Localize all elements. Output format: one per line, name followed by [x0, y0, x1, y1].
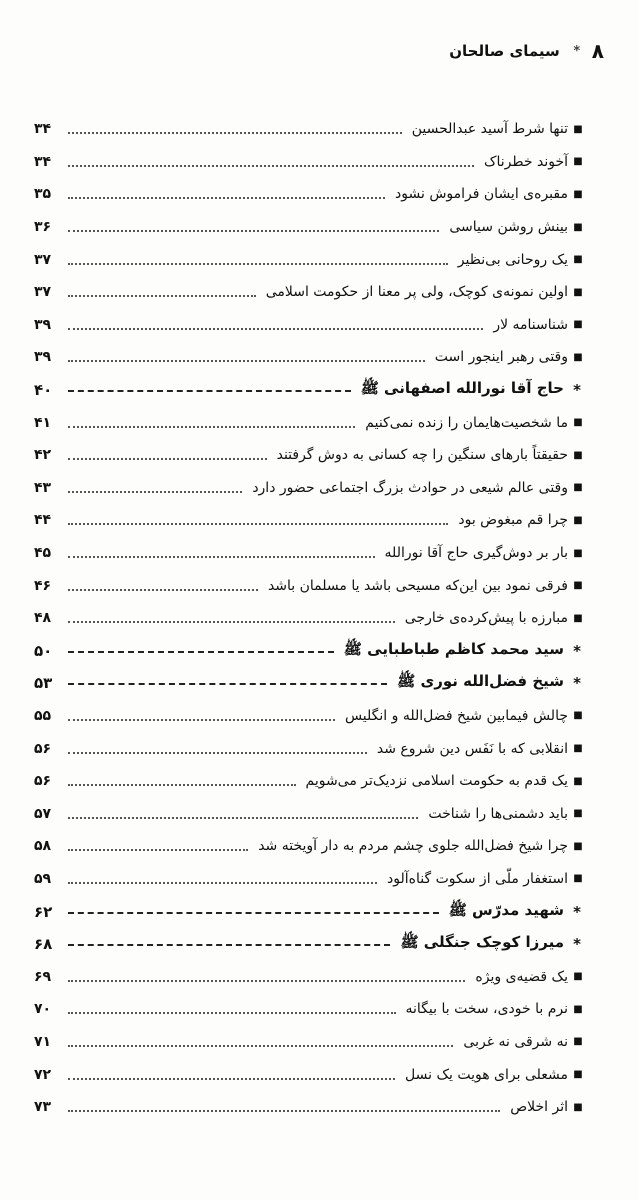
bullet-icon: ■ [573, 971, 583, 983]
toc-item[interactable] [34, 569, 584, 602]
book-title: سیمای صالحان [449, 42, 560, 60]
toc-page-number: ۷۲ [34, 1066, 52, 1083]
toc-title: آخوند خطرناک [483, 153, 568, 170]
toc-item[interactable] [34, 700, 584, 733]
bullet-icon: ■ [573, 482, 583, 494]
bullet-icon: ■ [573, 775, 583, 787]
toc-page-number: ۶۸ [34, 935, 53, 954]
toc-item[interactable] [34, 113, 584, 146]
toc-title: نرم با خودی، سخت با بیگانه [405, 1001, 568, 1018]
toc-title: بار بر دوش‌گیری حاج آقا نورالله [384, 545, 568, 562]
leader-line [68, 651, 334, 653]
leader-line [68, 980, 465, 982]
leader-line [68, 197, 385, 199]
leader-line [68, 556, 375, 558]
toc-page-number: ۷۰ [34, 1001, 52, 1018]
toc-item[interactable] [34, 863, 584, 896]
leader-line [68, 944, 390, 946]
toc-page-number: ۴۵ [34, 545, 52, 562]
bullet-icon: ■ [573, 188, 583, 200]
toc-item[interactable] [34, 1058, 584, 1091]
leader-line [68, 1078, 395, 1080]
toc-heading[interactable] [34, 374, 584, 407]
toc-item[interactable] [34, 765, 584, 798]
toc-page-number: ۳۶ [34, 219, 52, 236]
toc-item[interactable] [34, 1026, 584, 1059]
leader-line [68, 1110, 500, 1112]
page-header [34, 36, 604, 66]
toc-page-number: ۴۳ [34, 479, 52, 496]
toc-item[interactable] [34, 537, 584, 570]
leader-line [68, 849, 248, 851]
toc-page-number: ۵۶ [34, 740, 52, 757]
toc-title: تنها شرط آسید عبدالحسین [411, 121, 568, 138]
toc-title: چرا قم مبغوض بود [458, 512, 568, 529]
toc-item[interactable] [34, 1091, 584, 1124]
leader-line [68, 491, 242, 493]
toc-item[interactable] [34, 797, 584, 830]
toc-title: شناسنامه لار [493, 316, 568, 333]
toc-title: اولین نمونه‌ی کوچک، ولی پر معنا از حکومت اسلامی [265, 284, 568, 301]
toc-item[interactable] [34, 602, 584, 635]
bullet-icon: ■ [573, 840, 583, 852]
toc-title: شهید مدرّس ﷺ [448, 900, 564, 919]
toc-page-number: ۵۷ [34, 805, 52, 822]
bullet-icon: ■ [573, 417, 583, 429]
asterisk-icon: * [573, 381, 581, 400]
toc-item[interactable] [34, 960, 584, 993]
toc-title: چرا شیخ فضل‌الله جلوی چشم مردم به دار آویخته شد [258, 838, 568, 855]
bullet-icon: ■ [573, 514, 583, 526]
toc-heading[interactable] [34, 635, 584, 668]
leader-line [68, 621, 395, 623]
leader-line [68, 589, 258, 591]
toc-title: ما شخصیت‌هایمان را زنده نمی‌کنیم [365, 414, 568, 431]
toc-page-number: ۴۸ [34, 610, 52, 627]
bullet-icon: ■ [573, 743, 583, 755]
toc-title: انقلابی که با نَفَس دین شروع شد [376, 740, 568, 757]
toc-title: یک قدم به حکومت اسلامی نزدیک‌تر می‌شویم [305, 773, 568, 790]
leader-line [68, 523, 448, 525]
leader-line [68, 328, 483, 330]
toc-title: باید دشمنی‌ها را شناخت [428, 805, 568, 822]
toc-item[interactable] [34, 732, 584, 765]
toc-page-number: ۴۱ [34, 414, 52, 431]
toc-title: مقبره‌ی ایشان فراموش نشود [395, 186, 568, 203]
toc-page-number: ۳۷ [34, 251, 52, 268]
toc-page-number: ۴۲ [34, 447, 52, 464]
header-star-icon: * [573, 43, 581, 59]
toc-page-number: ۳۴ [34, 121, 52, 138]
bullet-icon: ■ [573, 612, 583, 624]
asterisk-icon: * [573, 674, 581, 693]
toc-title: بینش روشن سیاسی [449, 219, 568, 236]
toc-page-number: ۵۰ [34, 641, 53, 660]
leader-line [68, 230, 439, 232]
toc-item[interactable] [34, 830, 584, 863]
toc-page-number: ۵۸ [34, 838, 52, 855]
leader-line [68, 390, 351, 392]
toc-page-number: ۴۶ [34, 577, 52, 594]
bullet-icon: ■ [573, 449, 583, 461]
toc-page-number: ۵۵ [34, 707, 52, 724]
toc-page-number: ۳۹ [34, 349, 52, 366]
bullet-icon: ■ [573, 351, 583, 363]
toc-title: مشعلی برای هویت یک نسل [405, 1066, 568, 1083]
page-number: ۸ [591, 39, 604, 63]
toc-page-number: ۳۴ [34, 153, 52, 170]
leader-line [68, 458, 267, 460]
toc-title: مبارزه با پیش‌کرده‌ی خارجی [404, 610, 568, 627]
bullet-icon: ■ [573, 123, 583, 135]
toc-title: حقیقتاً بارهای سنگین را چه کسانی به دوش گرفتند [276, 447, 568, 464]
bullet-icon: ■ [573, 254, 583, 266]
leader-line [68, 1045, 453, 1047]
asterisk-icon: * [573, 641, 581, 660]
toc-page-number: ۳۵ [34, 186, 52, 203]
toc-item[interactable] [34, 439, 584, 472]
bullet-icon: ■ [573, 580, 583, 592]
toc-item[interactable] [34, 211, 584, 244]
bullet-icon: ■ [573, 547, 583, 559]
toc-title: میرزا کوچک جنگلی ﷺ [400, 933, 564, 952]
toc-title: نه شرقی نه غربی [463, 1033, 568, 1050]
toc-item[interactable] [34, 276, 584, 309]
bullet-icon: ■ [573, 1003, 583, 1015]
leader-line [68, 426, 355, 428]
toc-title: چالش فیمابین شیخ فضل‌الله و انگلیس [344, 707, 568, 724]
toc-page-number: ۳۷ [34, 284, 52, 301]
toc-item[interactable] [34, 243, 584, 276]
toc-heading[interactable] [34, 667, 584, 700]
toc-title: استغفار ملّی از سکوت گناه‌آلود [387, 870, 568, 887]
asterisk-icon: * [573, 935, 581, 954]
toc-page-number: ۷۱ [34, 1033, 52, 1050]
toc-heading[interactable] [34, 928, 584, 961]
toc-page-number: ۶۲ [34, 902, 53, 921]
toc-item[interactable] [34, 472, 584, 505]
toc-title: یک قضیه‌ی ویژه [475, 968, 568, 985]
bullet-icon: ■ [573, 1069, 583, 1081]
leader-line [68, 360, 425, 362]
leader-line [68, 1012, 396, 1014]
toc-title: وقتی رهبر اینجور است [434, 349, 568, 366]
toc-heading[interactable] [34, 895, 584, 928]
asterisk-icon: * [573, 902, 581, 921]
toc-page-number: ۴۴ [34, 512, 52, 529]
toc-title: فرقی نمود بین این‌که مسیحی باشد یا مسلمان باشد [267, 577, 568, 594]
toc-page-number: ۳۹ [34, 316, 52, 333]
toc-title: اثر اخلاص [510, 1099, 568, 1116]
toc-title: سید محمد کاظم طباطبایی ﷺ [343, 639, 564, 658]
leader-line [68, 132, 402, 134]
leader-line [68, 752, 367, 754]
toc-item[interactable] [34, 341, 584, 374]
leader-line [68, 295, 256, 297]
toc-item[interactable] [34, 504, 584, 537]
bullet-icon: ■ [573, 286, 583, 298]
leader-line [68, 784, 296, 786]
toc-item[interactable] [34, 309, 584, 342]
leader-line [68, 882, 377, 884]
bullet-icon: ■ [573, 319, 583, 331]
toc-title: یک روحانی بی‌نظیر [457, 251, 568, 268]
bullet-icon: ■ [573, 156, 583, 168]
bullet-icon: ■ [573, 1101, 583, 1113]
toc-item[interactable] [34, 406, 584, 439]
toc-title: وقتی عالم شیعی در حوادث بزرگ اجتماعی حضور دارد [252, 479, 568, 496]
toc-page-number: ۷۳ [34, 1099, 52, 1116]
toc-title: شیخ فضل‌الله نوری ﷺ [397, 672, 564, 691]
bullet-icon: ■ [573, 1036, 583, 1048]
toc-page-number: ۵۳ [34, 674, 53, 693]
leader-line [68, 817, 418, 819]
toc-page-number: ۶۹ [34, 968, 52, 985]
toc-page-number: ۵۹ [34, 870, 52, 887]
bullet-icon: ■ [573, 873, 583, 885]
leader-line [68, 263, 448, 265]
leader-line [68, 165, 474, 167]
leader-line [68, 719, 335, 721]
toc-item[interactable] [34, 993, 584, 1026]
leader-line [68, 683, 387, 685]
toc-title: حاج آقا نورالله اصفهانی ﷺ [360, 379, 564, 398]
toc-item[interactable] [34, 178, 584, 211]
bullet-icon: ■ [573, 221, 583, 233]
toc-page-number: ۴۰ [34, 381, 53, 400]
table-of-contents [34, 113, 584, 1123]
bullet-icon: ■ [573, 710, 583, 722]
bullet-icon: ■ [573, 808, 583, 820]
leader-line [68, 912, 439, 914]
toc-item[interactable] [34, 146, 584, 179]
toc-page-number: ۵۶ [34, 773, 52, 790]
